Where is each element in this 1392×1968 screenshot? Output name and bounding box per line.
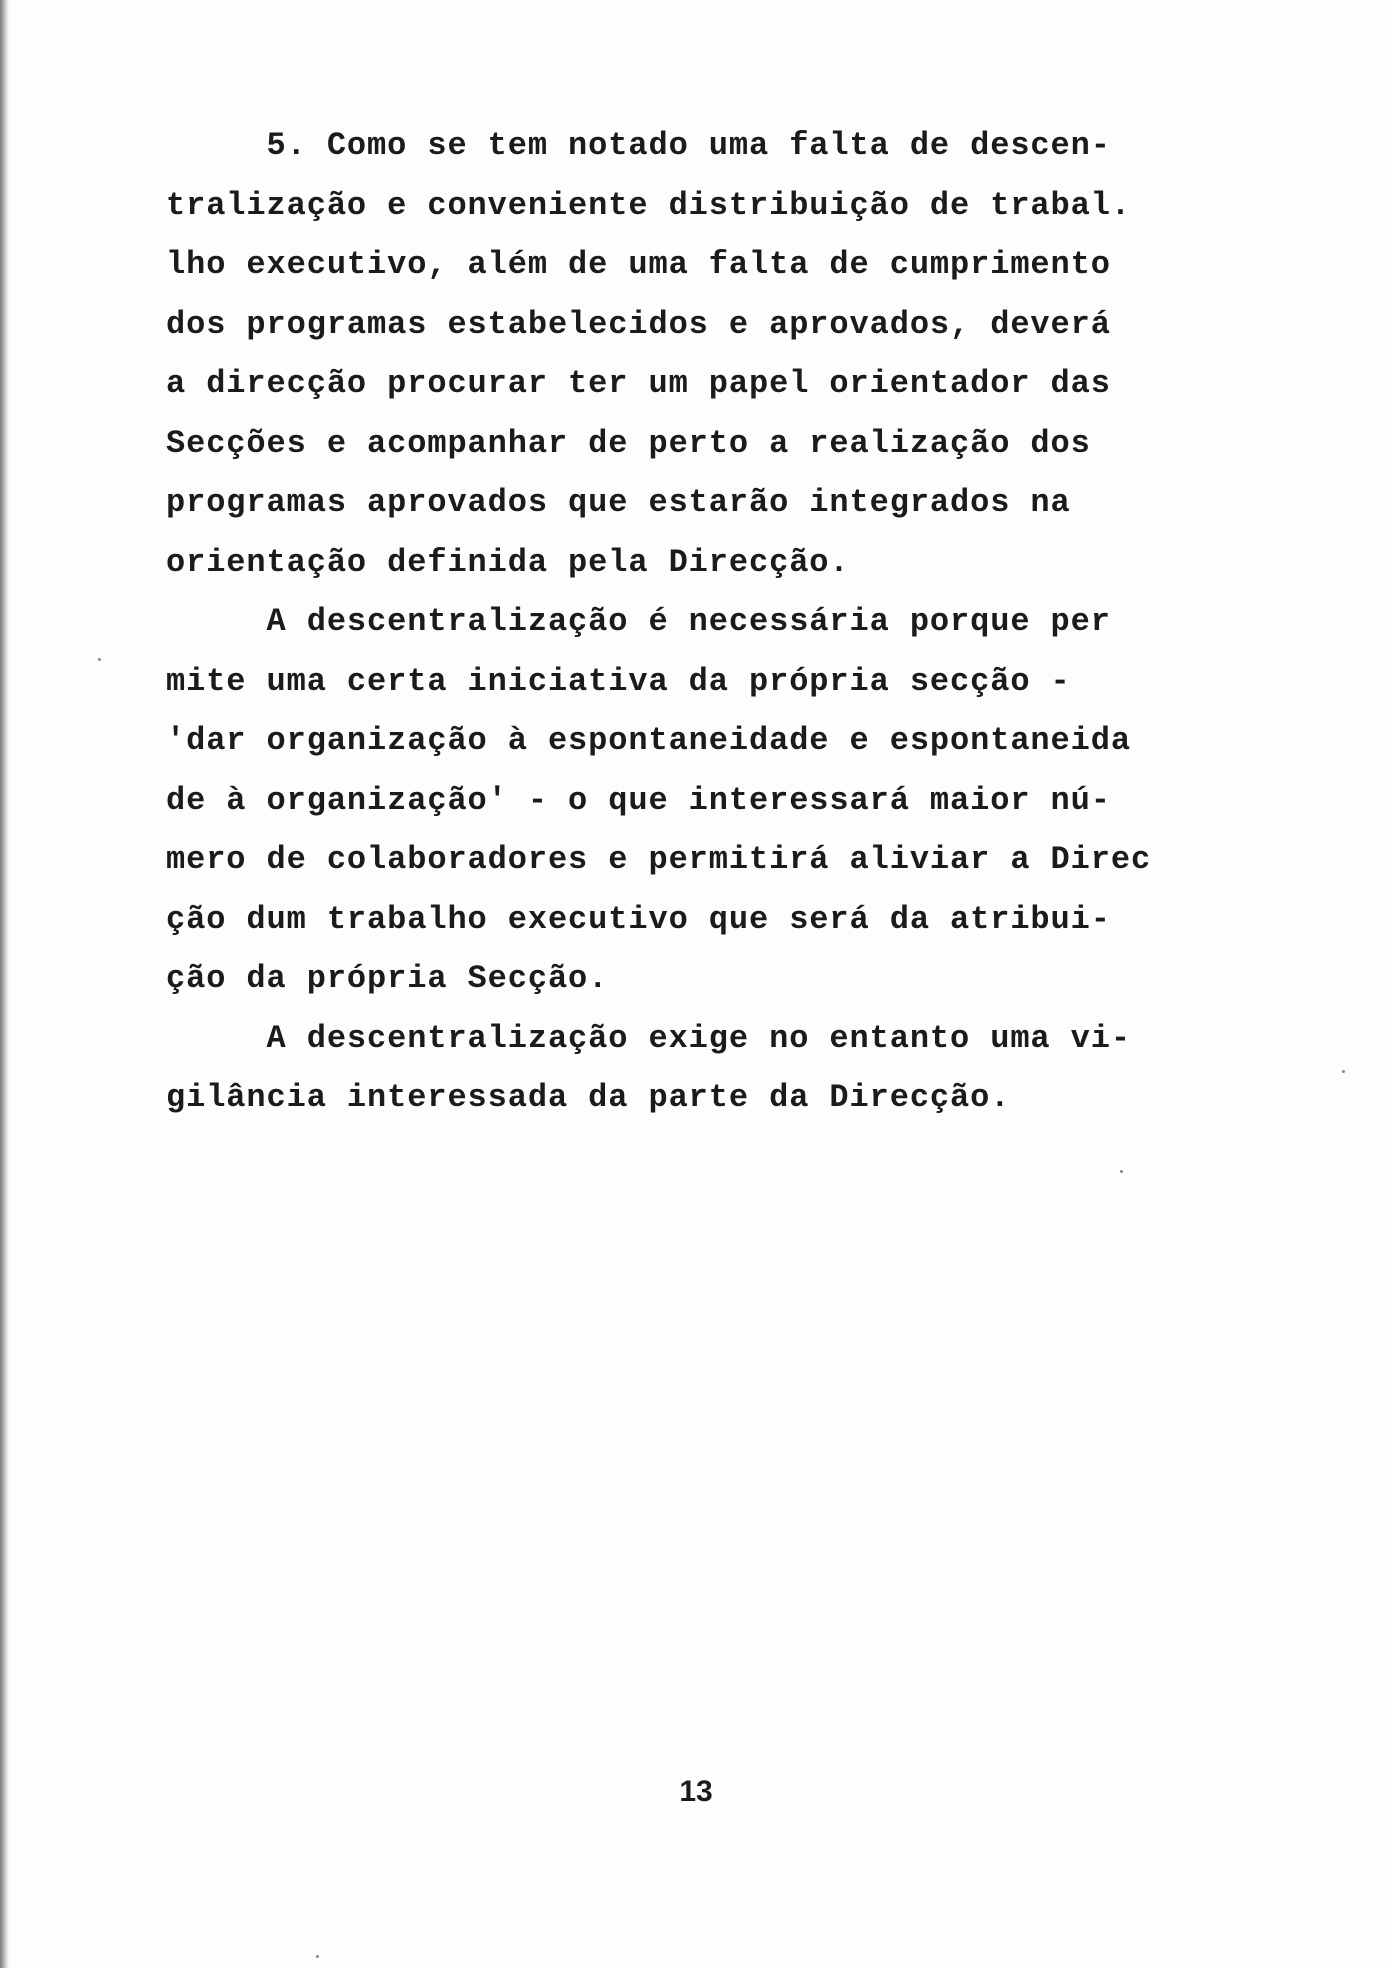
text-line: dos programas estabelecidos e aprovados, deverá bbox=[166, 305, 1111, 343]
text-line: a direcção procurar ter um papel orientador das bbox=[166, 365, 1111, 402]
scan-speck bbox=[1120, 1170, 1123, 1173]
text-line: programas aprovados que estarão integrados na bbox=[166, 484, 1071, 521]
body-text bbox=[166, 116, 1306, 1128]
text-line: Secções e acompanhar de perto a realização dos bbox=[166, 424, 1091, 462]
text-line: ção dum trabalho executivo que será da atribui- bbox=[166, 900, 1111, 938]
text-line: A descentralização é necessária porque per bbox=[166, 603, 1111, 640]
text-line: gilância interessada da parte da Direcção. bbox=[166, 1079, 1011, 1116]
scan-speck bbox=[98, 658, 101, 661]
text-line: tralização e conveniente distribuição de trabal. bbox=[166, 186, 1131, 224]
text-line: mite uma certa iniciativa da própria secção - bbox=[166, 662, 1071, 700]
text-line: lho executivo, além de uma falta de cumprimento bbox=[166, 246, 1111, 283]
text-line: 5. Como se tem notado uma falta de descen- bbox=[166, 127, 1111, 164]
scan-speck bbox=[1342, 1070, 1345, 1073]
scan-speck bbox=[316, 1955, 319, 1958]
text-line: 'dar organização à espontaneidade e espontaneida bbox=[166, 722, 1131, 759]
text-line: mero de colaboradores e permitirá aliviar a Direc bbox=[166, 841, 1152, 878]
text-line: ção da própria Secção. bbox=[166, 960, 609, 997]
page-number: 13 bbox=[679, 1775, 713, 1808]
scan-edge-shadow bbox=[0, 0, 9, 1968]
text-line: de à organização' - o que interessará maior nú- bbox=[166, 781, 1111, 819]
text-line: A descentralização exige no entanto uma vi- bbox=[166, 1019, 1131, 1057]
text-line: orientação definida pela Direcção. bbox=[166, 543, 850, 581]
